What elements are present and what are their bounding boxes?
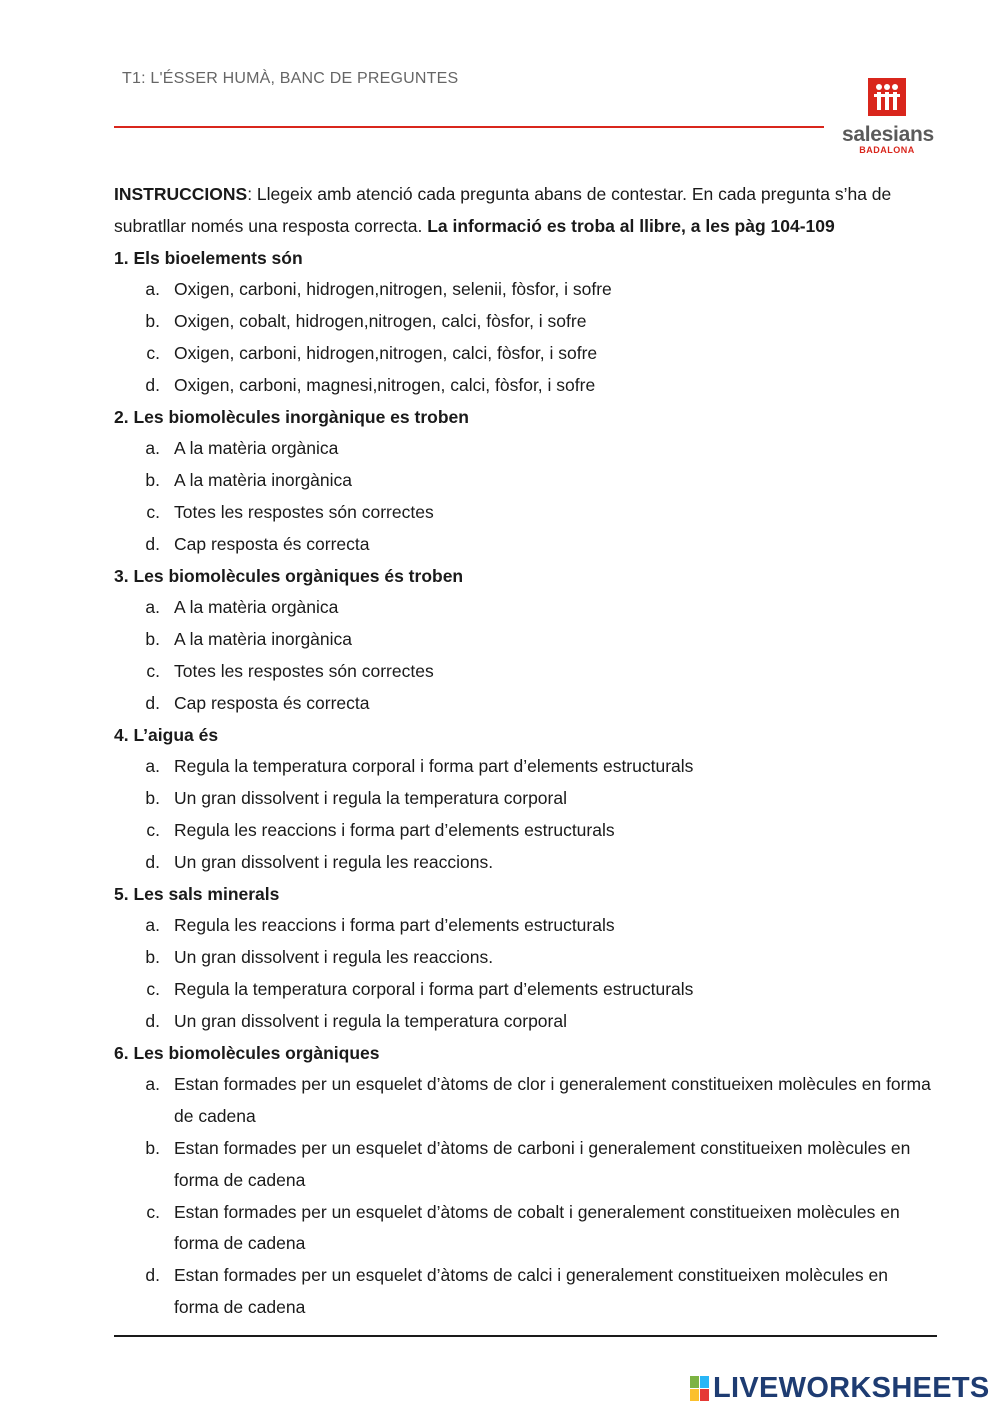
option-text: A la matèria inorgànica bbox=[174, 470, 353, 491]
option-text: A la matèria orgànica bbox=[174, 597, 339, 618]
question-block bbox=[114, 561, 936, 720]
answer-option[interactable] bbox=[114, 942, 936, 974]
option-letter: b. bbox=[145, 629, 160, 650]
question-title: 5. Les sals minerals bbox=[114, 883, 280, 904]
question-block bbox=[114, 720, 936, 879]
header-divider bbox=[114, 126, 824, 128]
question-title: 3. Les biomolècules orgàniques és troben bbox=[114, 565, 464, 586]
answer-option[interactable] bbox=[114, 910, 936, 942]
answer-option[interactable] bbox=[114, 338, 936, 370]
option-letter: b. bbox=[145, 947, 160, 968]
answer-option[interactable] bbox=[114, 465, 936, 497]
question-block bbox=[114, 402, 936, 561]
option-letter: b. bbox=[145, 1137, 160, 1158]
option-text: Un gran dissolvent i regula les reaccions. bbox=[174, 947, 494, 968]
answer-option[interactable] bbox=[114, 688, 936, 720]
instructions-text: : Llegeix amb atenció cada pregunta abans de contestar. En cada pregunta s’ha de subratllar només una resposta correcta. bbox=[114, 184, 892, 236]
instructions bbox=[114, 179, 936, 243]
option-list bbox=[114, 1069, 936, 1323]
option-text: Totes les respostes són correctes bbox=[174, 660, 434, 681]
option-text: Regula les reaccions i forma part d’elements estructurals bbox=[174, 819, 615, 840]
option-list bbox=[114, 274, 936, 401]
question-block bbox=[114, 1038, 936, 1324]
salesians-people-icon bbox=[868, 78, 906, 116]
option-text: Oxigen, cobalt, hidrogen,nitrogen, calci, fòsfor, i sofre bbox=[174, 311, 587, 332]
option-list bbox=[114, 592, 936, 719]
option-text: Un gran dissolvent i regula la temperatura corporal bbox=[174, 788, 567, 809]
option-text: Estan formades per un esquelet d’àtoms de cobalt i generalement constitueixen molècules en forma de cadena bbox=[174, 1201, 900, 1254]
option-letter: d. bbox=[145, 851, 160, 872]
option-letter: c. bbox=[146, 819, 160, 840]
option-text: Oxigen, carboni, hidrogen,nitrogen, selenii, fòsfor, i sofre bbox=[174, 279, 612, 300]
question-title: 2. Les biomolècules inorgànique es troben bbox=[114, 406, 469, 427]
instructions-bold-text: La informació es troba al llibre, a les pàg 104-109 bbox=[427, 215, 835, 236]
option-letter: a. bbox=[145, 279, 160, 300]
page-header-title: T1: L'ÉSSER HUMÀ, BANC DE PREGUNTES bbox=[122, 70, 459, 87]
answer-option[interactable] bbox=[114, 656, 936, 688]
option-text: Un gran dissolvent i regula les reaccions. bbox=[174, 851, 494, 872]
option-text: Oxigen, carboni, hidrogen,nitrogen, calci, fòsfor, i sofre bbox=[174, 342, 598, 363]
answer-option[interactable] bbox=[114, 1133, 936, 1197]
answer-option[interactable] bbox=[114, 847, 936, 879]
option-list bbox=[114, 433, 936, 560]
answer-option[interactable] bbox=[114, 1069, 936, 1133]
option-list bbox=[114, 751, 936, 878]
option-letter: d. bbox=[145, 692, 160, 713]
answer-option[interactable] bbox=[114, 974, 936, 1006]
answer-option[interactable] bbox=[114, 751, 936, 783]
option-letter: c. bbox=[146, 978, 160, 999]
option-text: Regula les reaccions i forma part d’elements estructurals bbox=[174, 915, 615, 936]
option-text: Estan formades per un esquelet d’àtoms de calci i generalement constitueixen molècules en forma de cadena bbox=[174, 1265, 889, 1317]
answer-option[interactable] bbox=[114, 433, 936, 465]
option-text: Regula la temperatura corporal i forma part d’elements estructurals bbox=[174, 756, 694, 777]
option-text: Cap resposta és correcta bbox=[174, 533, 370, 554]
answer-option[interactable] bbox=[114, 1197, 936, 1261]
question-title: 4. L’aigua és bbox=[114, 724, 219, 745]
option-text: A la matèria orgànica bbox=[174, 438, 339, 459]
option-letter: d. bbox=[145, 1265, 160, 1286]
answer-option[interactable] bbox=[114, 306, 936, 338]
option-letter: a. bbox=[145, 915, 160, 936]
answer-option[interactable] bbox=[114, 592, 936, 624]
option-letter: c. bbox=[146, 1201, 160, 1222]
option-letter: d. bbox=[145, 1010, 160, 1031]
liveworksheets-logo-icon bbox=[690, 1376, 709, 1401]
answer-option[interactable] bbox=[114, 783, 936, 815]
answer-option[interactable] bbox=[114, 529, 936, 561]
option-text: Cap resposta és correcta bbox=[174, 692, 370, 713]
option-text: Oxigen, carboni, magnesi,nitrogen, calci, fòsfor, i sofre bbox=[174, 374, 596, 395]
salesians-logo bbox=[842, 78, 932, 155]
option-letter: b. bbox=[145, 470, 160, 491]
option-letter: d. bbox=[145, 374, 160, 395]
answer-option[interactable] bbox=[114, 1006, 936, 1038]
answer-option[interactable] bbox=[114, 274, 936, 306]
logo-name: salesians bbox=[842, 123, 934, 146]
option-letter: a. bbox=[145, 1074, 160, 1095]
liveworksheets-brand bbox=[690, 1372, 990, 1405]
answer-option[interactable] bbox=[114, 497, 936, 529]
answer-option[interactable] bbox=[114, 624, 936, 656]
option-letter: c. bbox=[146, 660, 160, 681]
instructions-label: INSTRUCCIONS bbox=[114, 184, 248, 204]
option-list bbox=[114, 910, 936, 1037]
option-text: Estan formades per un esquelet d’àtoms de carboni i generalement constitueixen molècules en forma de cadena bbox=[174, 1137, 911, 1190]
question-list bbox=[114, 243, 936, 1324]
worksheet-content bbox=[114, 179, 936, 1324]
answer-option[interactable] bbox=[114, 815, 936, 847]
question-block bbox=[114, 879, 936, 1038]
question-title: 1. Els bioelements són bbox=[114, 247, 303, 268]
option-letter: c. bbox=[146, 342, 160, 363]
logo-subtitle: BADALONA bbox=[859, 145, 915, 155]
liveworksheets-wordmark: LIVEWORKSHEETS bbox=[713, 1372, 990, 1404]
option-text: A la matèria inorgànica bbox=[174, 629, 353, 650]
footer-divider bbox=[114, 1335, 937, 1337]
option-text: Un gran dissolvent i regula la temperatura corporal bbox=[174, 1010, 567, 1031]
option-letter: d. bbox=[145, 533, 160, 554]
option-letter: a. bbox=[145, 597, 160, 618]
option-text: Totes les respostes són correctes bbox=[174, 501, 434, 522]
option-letter: b. bbox=[145, 311, 160, 332]
option-letter: b. bbox=[145, 788, 160, 809]
answer-option[interactable] bbox=[114, 370, 936, 402]
option-text: Estan formades per un esquelet d’àtoms de clor i generalement constitueixen molècules en forma de cadena bbox=[174, 1074, 931, 1127]
question-block bbox=[114, 243, 936, 402]
answer-option[interactable] bbox=[114, 1260, 936, 1324]
option-text: Regula la temperatura corporal i forma part d’elements estructurals bbox=[174, 978, 694, 999]
question-title: 6. Les biomolècules orgàniques bbox=[114, 1042, 380, 1063]
option-letter: c. bbox=[146, 501, 160, 522]
option-letter: a. bbox=[145, 438, 160, 459]
option-letter: a. bbox=[145, 756, 160, 777]
